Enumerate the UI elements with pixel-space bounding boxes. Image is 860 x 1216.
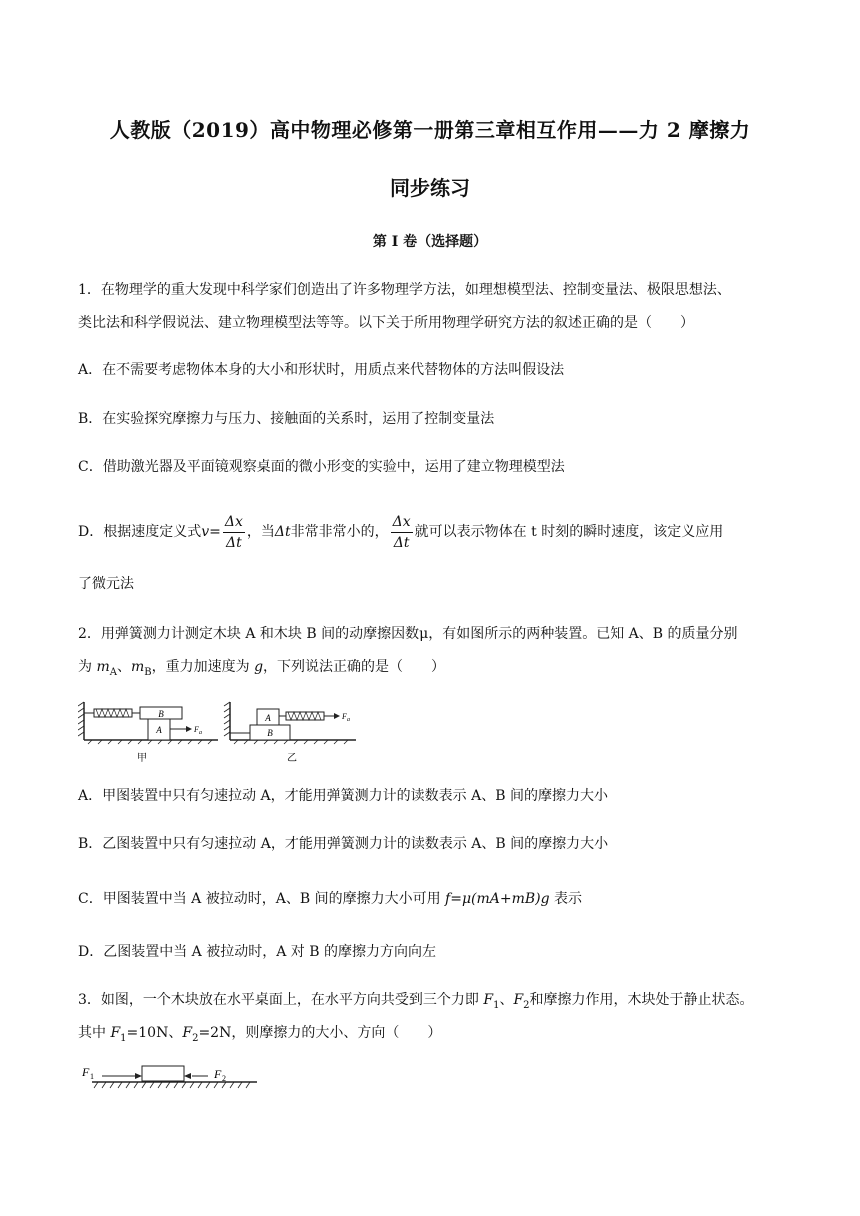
q2-option-a: A．甲图装置中只有匀速拉动 A，才能用弹簧测力计的读数表示 A、B 间的摩擦力大小 (78, 788, 608, 804)
q1-option-d-line2: 了微元法 (78, 576, 134, 592)
document-title: 人教版（2019）高中物理必修第一册第三章相互作用——力 2 摩擦力 (109, 118, 751, 142)
q1-stem-line1: 1．在物理学的重大发现中科学家们创造出了许多物理学方法，如理想模型法、控制变量法、极限思想法、 (78, 282, 731, 298)
fig-jia-force-sub: a (199, 730, 202, 736)
fig-jia-block-b: B (158, 709, 164, 719)
q1-option-b: B．在实验探究摩擦力与压力、接触面的关系时，运用了控制变量法 (78, 411, 495, 427)
q1-option-d-text1: D．根据速度定义式 (78, 524, 202, 540)
force-f1-sub: 1 (493, 999, 500, 1011)
force-f2: F (513, 992, 524, 1008)
q3-text-b: 和摩擦力作用，木块处于静止状态。 (529, 992, 754, 1008)
fraction-numerator: Δx (223, 512, 245, 533)
q1-option-c: C．借助激光器及平面镜观察桌面的微小形变的实验中，运用了建立物理模型法 (78, 459, 565, 475)
q3-val1: =10N、 (126, 1025, 183, 1041)
mass-sub-b: B (144, 666, 152, 678)
q1-option-d-text3: 非常非常小的， (290, 524, 389, 540)
fraction-denominator-2: Δt (393, 534, 410, 551)
force-f2-value: F (182, 1025, 193, 1041)
q2-option-d: D．乙图装置中当 A 被拉动时，A 对 B 的摩擦力方向向左 (78, 944, 436, 960)
q3-text-a: 3．如图，一个木块放在水平桌面上，在水平方向共受到三个力即 (78, 992, 484, 1008)
fig-label-jia: 甲 (137, 753, 147, 764)
q3-ground (92, 1081, 257, 1091)
mass-sub-a: A (109, 666, 117, 678)
q2-option-b: B．乙图装置中只有匀速拉动 A，才能用弹簧测力计的读数表示 A、B 间的摩擦力大小 (78, 836, 609, 852)
fig-yi-force-sub: a (347, 717, 350, 723)
q2-sep: 、 (116, 659, 131, 675)
q2-text-c: ，下列说法正确的是（ ） (263, 659, 446, 675)
q2-stem-line2 (78, 657, 445, 683)
q1-option-d-text4: 就可以表示物体在 t 时刻的瞬时速度，该定义应用 (414, 524, 724, 540)
velocity-fraction (223, 512, 245, 553)
q2-figure (78, 698, 378, 768)
velocity-fraction-2 (391, 512, 413, 553)
force-f2-value-sub: 2 (192, 1032, 199, 1044)
fig-yi-force: F (342, 712, 347, 721)
q2-option-c-text2: 表示 (549, 891, 583, 907)
force-f1: F (483, 992, 494, 1008)
friction-formula: f=μ(mA+mB)g (445, 891, 550, 907)
q3-text-c: 其中 (78, 1025, 111, 1041)
q1-option-d (78, 510, 723, 554)
gravity-symbol: g (254, 659, 264, 675)
fig-yi-block-b: B (267, 728, 273, 738)
fig-f2-sub: 2 (222, 1074, 226, 1083)
fraction-numerator-2: Δx (391, 512, 413, 533)
fig-f1-sub: 1 (90, 1072, 94, 1081)
document-subtitle: 同步练习 (390, 176, 470, 200)
fraction-denominator: Δt (226, 534, 242, 551)
q1-stem-line2: 类比法和科学假说法、建立物理模型法等等。以下关于所用物理学研究方法的叙述正确的是（ ） (78, 315, 694, 331)
q2-option-c (78, 889, 582, 909)
fig-jia-force: F (194, 725, 199, 734)
formula-equals: = (209, 524, 221, 540)
fig-f1-label: F (82, 1065, 90, 1079)
fig-label-yi: 乙 (287, 753, 297, 764)
q3-stem-line2 (78, 1023, 441, 1049)
fig-jia-block-a: A (156, 725, 162, 735)
formula-v: v (201, 524, 210, 540)
force-f1-value: F (110, 1025, 121, 1041)
force-f1-value-sub: 1 (120, 1032, 127, 1044)
force-f2-sub: 2 (523, 999, 530, 1011)
fig-yi-block-a: A (265, 713, 271, 723)
q2-text-a: 为 (78, 659, 97, 675)
q2-option-c-text1: C．甲图装置中当 A 被拉动时，A、B 间的摩擦力大小可用 (78, 891, 446, 907)
q3-stem-line1: 3．如图，一个木块放在水平桌面上，在水平方向共受到三个力即 $F_1$、$F_2$和摩擦力作用，木块处于静止状态。 (78, 992, 754, 1011)
q3-val2: =2N，则摩擦力的大小、方向（ ） (198, 1025, 442, 1041)
q2-stem-line1: 2．用弹簧测力计测定木块 A 和木块 B 间的动摩擦因数μ，有如图所示的两种装置。已知 A、B 的质量分别 (78, 626, 738, 642)
mass-symbol: m (96, 659, 110, 675)
q2-text-b: ，重力加速度为 (151, 659, 255, 675)
q1-option-d-text2: ，当 (246, 524, 275, 540)
section-heading: 第 I 卷（选择题） (372, 234, 488, 250)
mass-symbol-2: m (130, 659, 145, 675)
fig-f2-label: F (214, 1067, 222, 1081)
q1-option-a: A．在不需要考虑物体本身的大小和形状时，用质点来代替物体的方法叫假设法 (78, 362, 565, 378)
delta-t: Δt (274, 524, 291, 540)
